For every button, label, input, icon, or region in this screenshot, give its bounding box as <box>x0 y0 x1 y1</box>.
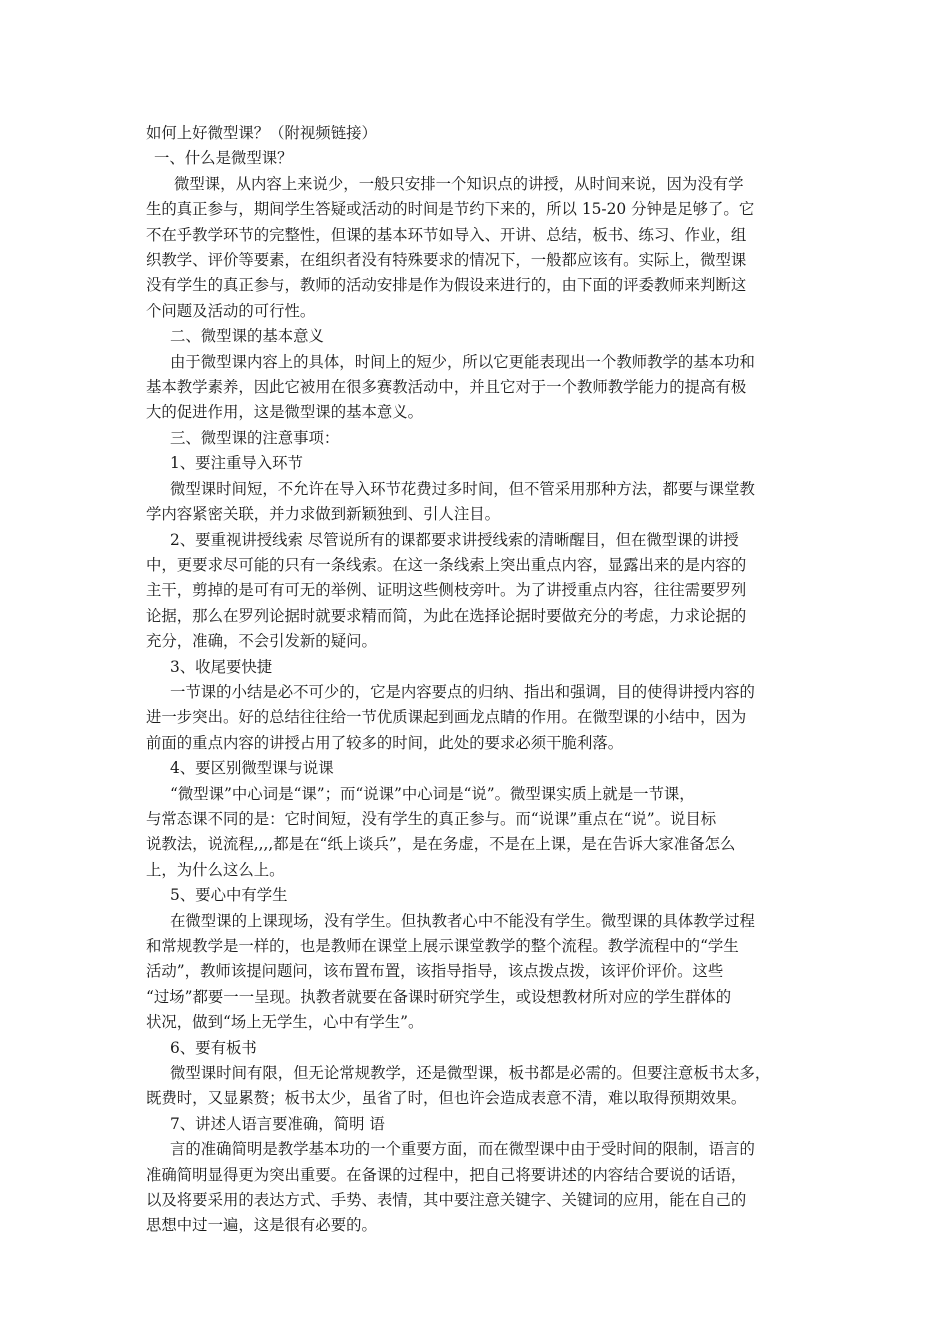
paragraph-line: 基本教学素养，因此它被用在很多赛教活动中，并且它对于一个教师教学能力的提高有极 <box>146 378 747 397</box>
paragraph-line: 织教学、评价等要素，在组织者没有特殊要求的情况下，一般都应该有。实际上，微型课 <box>146 251 747 270</box>
paragraph-line: 2、要重视讲授线索 尽管说所有的课都要求讲授线索的清晰醒目，但在微型课的讲授 <box>170 530 739 549</box>
paragraph-line: 准确简明显得更为突出重要。在备课的过程中，把自己将要讲述的内容结合要说的话语， <box>146 1165 747 1184</box>
paragraph-line: 状况，做到“场上无学生，心中有学生”。 <box>146 1013 424 1032</box>
paragraph-line: 学内容紧密关联，并力求做到新颖独到、引人注目。 <box>146 505 500 524</box>
paragraph-line: 微型课时间有限，但无论常规教学，还是微型课，板书都是必需的。但要注意板书太多， <box>170 1064 771 1083</box>
paragraph-line: 说教法，说流程,,,,都是在“纸上谈兵”，是在务虚，不是在上课，是在告诉大家准备怎么 <box>146 835 736 854</box>
paragraph-line: 不在乎教学环节的完整性，但课的基本环节如导入、开讲、总结，板书、练习、作业，组 <box>146 225 747 244</box>
paragraph-line: 由于微型课内容上的具体，时间上的短少，所以它更能表现出一个教师教学的基本功和 <box>170 352 755 371</box>
paragraph-line: 和常规教学是一样的，也是教师在课堂上展示课堂教学的整个流程。教学流程中的“学生 <box>146 937 739 955</box>
paragraph-line: 上，为什么这么上。 <box>146 860 285 879</box>
item-heading: 3、收尾要快捷 <box>170 657 273 676</box>
paragraph-line: 论据，那么在罗列论据时就要求精而简，为此在选择论据时要做充分的考虑，力求论据的 <box>146 606 747 625</box>
paragraph-line: 主干，剪掉的是可有可无的举例、证明这些侧枝旁叶。为了讲授重点内容，往往需要罗列 <box>146 581 747 600</box>
paragraph-line: 言的准确简明是教学基本功的一个重要方面，而在微型课中由于受时间的限制，语言的 <box>170 1140 755 1159</box>
paragraph-line: 既费时，又显累赘；板书太少，虽省了时，但也许会造成表意不清，难以取得预期效果。 <box>146 1089 747 1108</box>
paragraph-line: 大的促进作用，这是微型课的基本意义。 <box>146 403 424 422</box>
paragraph-line: 没有学生的真正参与，教师的活动安排是作为假设来进行的，由下面的评委教师来判断这 <box>146 276 747 295</box>
paragraph-line: 微型课，从内容上来说少，一般只安排一个知识点的讲授，从时间来说，因为没有学 <box>174 174 744 193</box>
item-heading: 5、要心中有学生 <box>170 886 288 905</box>
section-heading: 二、微型课的基本意义 <box>170 327 324 346</box>
paragraph-line: 在微型课的上课现场，没有学生。但执教者心中不能没有学生。微型课的具体教学过程 <box>170 911 755 930</box>
paragraph-line: 个问题及活动的可行性。 <box>146 301 316 320</box>
paragraph-line: 活动”，教师该提问题问，该布置布置，该指导指导，该点拨点拨，该评价评价。这些 <box>146 962 724 981</box>
item-heading: 6、要有板书 <box>170 1038 257 1057</box>
paragraph-line: 思想中过一遍，这是很有必要的。 <box>146 1216 377 1235</box>
item-heading: 1、要注重导入环节 <box>170 454 303 473</box>
paragraph-line: “微型课”中心词是“课”；而“说课”中心词是“说”。微型课实质上就是一节课， <box>170 784 695 803</box>
paragraph-line: 微型课时间短，不允许在导入环节花费过多时间，但不管采用那种方法，都要与课堂教 <box>170 479 755 498</box>
paragraph-line: 充分，准确，不会引发新的疑问。 <box>146 632 377 651</box>
paragraph-line: 中，更要求尽可能的只有一条线索。在这一条线索上突出重点内容，显露出来的是内容的 <box>146 555 747 574</box>
document-page <box>146 121 816 1239</box>
item-heading: 4、要区别微型课与说课 <box>170 759 334 778</box>
paragraph-line: “过场”都要一一呈现。执教者就要在备课时研究学生，或设想教材所对应的学生群体的 <box>146 987 732 1006</box>
document-title: 如何上好微型课？（附视频链接） <box>146 124 377 142</box>
paragraph-line: 进一步突出。好的总结往往给一节优质课起到画龙点睛的作用。在微型课的小结中，因为 <box>146 708 747 727</box>
paragraph-line: 前面的重点内容的讲授占用了较多的时间，此处的要求必须干脆利落。 <box>146 733 624 752</box>
item-heading: 7、讲述人语言要准确，简明 语 <box>170 1114 385 1133</box>
section-heading: 三、微型课的注意事项： <box>170 428 340 447</box>
paragraph-line: 与常态课不同的是：它时间短，没有学生的真正参与。而“说课”重点在“说”。说目标 <box>146 809 717 828</box>
section-heading: 一、什么是微型课？ <box>154 149 293 168</box>
paragraph-line: 生的真正参与，期间学生答疑或活动的时间是节约下来的，所以 15-20 分钟是足够了。它 <box>146 200 755 219</box>
paragraph-line: 以及将要采用的表达方式、手势、表情，其中要注意关键字、关键词的应用，能在自己的 <box>146 1191 747 1210</box>
paragraph-line: 一节课的小结是必不可少的，它是内容要点的归纳、指出和强调，目的使得讲授内容的 <box>170 682 755 701</box>
